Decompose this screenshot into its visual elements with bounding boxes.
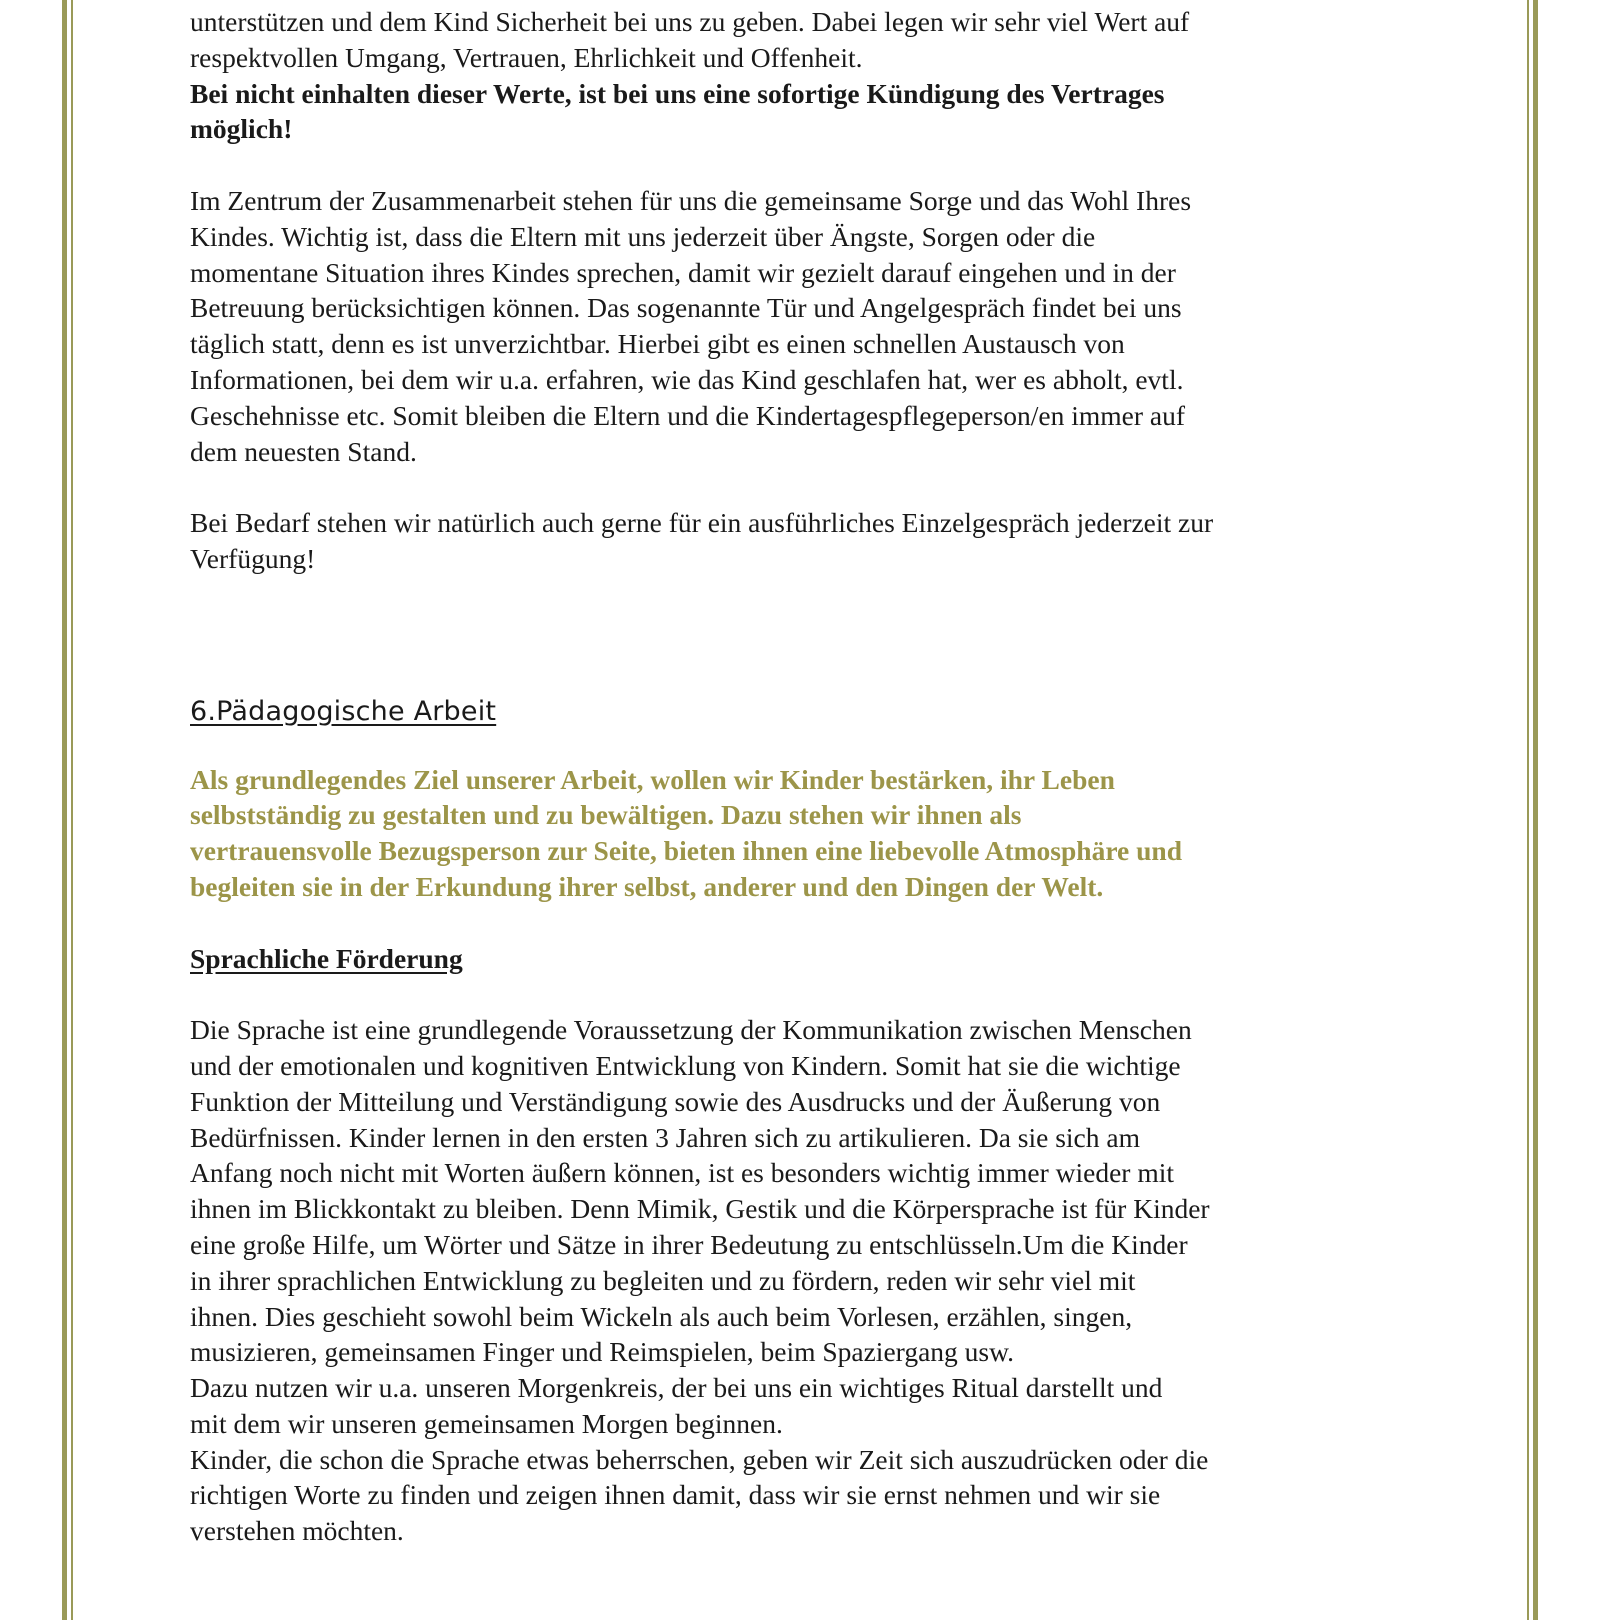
language-line: in ihrer sprachlichen Entwicklung zu begleiten und zu fördern, reden wir sehr viel mit — [190, 1264, 1136, 1296]
cooperation-line: Kindes. Wichtig ist, dass die Eltern mit uns jederzeit über Ängste, Sorgen oder die — [190, 220, 1096, 252]
cooperation-line: Informationen, bei dem wir u.a. erfahren, wie das Kind geschlafen hat, wer es abholt, evtl. — [190, 363, 1184, 395]
intro-paragraph — [190, 4, 1422, 76]
language-line: und der emotionalen und kognitiven Entwicklung von Kindern. Somit hat sie die wichtige — [190, 1049, 1181, 1081]
goal-line: begleiten sie in der Erkundung ihrer selbst, anderer und den Dingen der Welt. — [190, 870, 1104, 902]
goal-line: Als grundlegendes Ziel unserer Arbeit, wollen wir Kinder bestärken, ihr Leben — [190, 763, 1115, 795]
cooperation-line: Geschehnisse etc. Somit bleiben die Eltern und die Kindertagespflegeperson/en immer auf — [190, 399, 1186, 431]
meeting-line: Verfügung! — [190, 542, 316, 574]
language-line: Dazu nutzen wir u.a. unseren Morgenkreis, der bei uns ein wichtiges Ritual darstellt und — [190, 1372, 1163, 1404]
meeting-paragraph — [190, 505, 1422, 577]
intro-line: respektvollen Umgang, Vertrauen, Ehrlichkeit und Offenheit. — [190, 41, 863, 73]
goal-line: vertrauensvolle Bezugsperson zur Seite, bieten ihnen eine liebevolle Atmosphäre und — [190, 835, 1183, 867]
warning-line: möglich! — [190, 113, 293, 145]
language-line: Anfang noch nicht mit Worten äußern können, ist es besonders wichtig immer wieder mit — [190, 1157, 1174, 1189]
cooperation-line: momentane Situation ihres Kindes sprechen, damit wir gezielt darauf eingehen und in der — [190, 256, 1176, 288]
language-line: verstehen möchten. — [190, 1515, 404, 1547]
goal-line: selbstständig zu gestalten und zu bewältigen. Dazu stehen wir ihnen als — [190, 799, 1022, 831]
language-line: Die Sprache ist eine grundlegende Voraussetzung der Kommunikation zwischen Menschen — [190, 1014, 1192, 1046]
section-heading: 6.Pädagogische Arbeit — [190, 695, 497, 727]
language-line: Bedürfnissen. Kinder lernen in den ersten 3 Jahren sich zu artikulieren. Da sie sich am — [190, 1121, 1140, 1153]
language-line: Funktion der Mitteilung und Verständigung sowie des Ausdrucks und der Äußerung von — [190, 1085, 1161, 1117]
goal-paragraph — [190, 762, 1422, 905]
meeting-line: Bei Bedarf stehen wir natürlich auch gerne für ein ausführliches Einzelgespräch jederzeit zur — [190, 507, 1214, 539]
cooperation-line: täglich statt, denn es ist unverzichtbar. Hierbei gibt es einen schnellen Austausch von — [190, 328, 1125, 360]
warning-paragraph — [190, 76, 1422, 148]
language-line: richtigen Worte zu finden und zeigen ihnen damit, dass wir sie ernst nehmen und wir sie — [190, 1479, 1161, 1511]
language-line: musizieren, gemeinsamen Finger und Reimspielen, beim Spaziergang usw. — [190, 1336, 1015, 1368]
language-line: ihnen im Blickkontakt zu bleiben. Denn Mimik, Gestik und die Körpersprache ist für Kinder — [190, 1193, 1210, 1225]
cooperation-line: Betreuung berücksichtigen können. Das sogenannte Tür und Angelgespräch findet bei uns — [190, 292, 1182, 324]
cooperation-line: Im Zentrum der Zusammenarbeit stehen für uns die gemeinsame Sorge und das Wohl Ihres — [190, 184, 1192, 216]
language-line: ihnen. Dies geschieht sowohl beim Wickeln als auch beim Vorlesen, erzählen, singen, — [190, 1300, 1133, 1332]
language-line: Kinder, die schon die Sprache etwas beherrschen, geben wir Zeit sich auszudrücken oder die — [190, 1443, 1209, 1475]
subsection-heading: Sprachliche Förderung — [190, 942, 463, 974]
cooperation-paragraph — [190, 183, 1422, 469]
document-page — [190, 0, 1422, 1549]
language-line: eine große Hilfe, um Wörter und Sätze in ihrer Bedeutung zu entschlüsseln.Um die Kinder — [190, 1228, 1188, 1260]
warning-line: Bei nicht einhalten dieser Werte, ist bei uns eine sofortige Kündigung des Vertrages — [190, 77, 1165, 109]
language-line: mit dem wir unseren gemeinsamen Morgen beginnen. — [190, 1407, 783, 1439]
language-paragraph — [190, 1012, 1422, 1549]
intro-line: unterstützen und dem Kind Sicherheit bei uns zu geben. Dabei legen wir sehr viel Wert auf — [190, 6, 1190, 37]
cooperation-line: dem neuesten Stand. — [190, 435, 417, 467]
